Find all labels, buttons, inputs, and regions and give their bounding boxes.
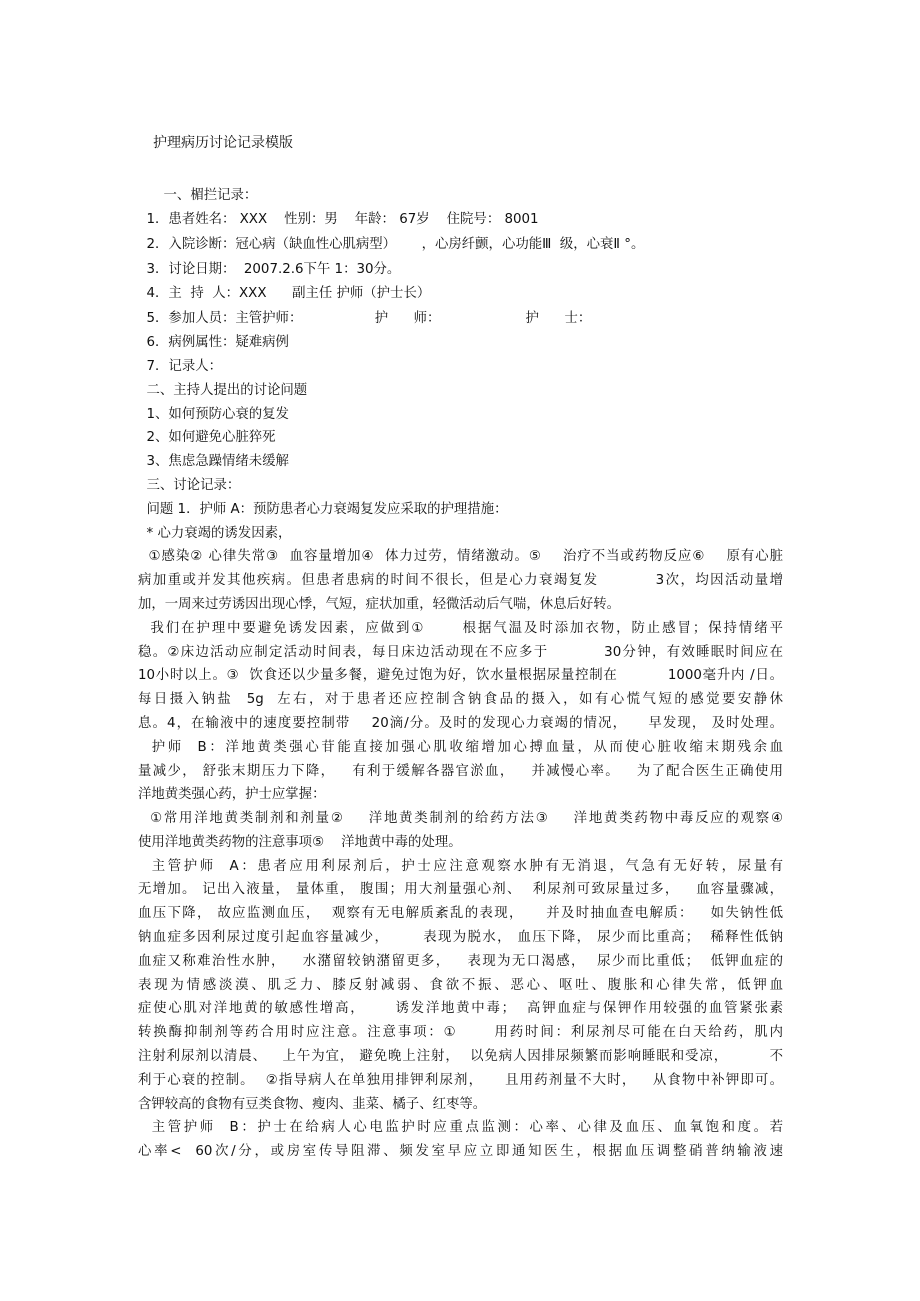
text-line: 主管护师 A：患者应用利尿剂后，护士应注意观察水肿有无消退，气急有无好转，尿量有 (138, 858, 783, 874)
text-line: 4．主 持 人：XXX 副主任 护师（护士长） (138, 286, 431, 302)
text-line: 症使心肌对洋地黄的敏感性增高， 诱发洋地黄中毒； 高钾血症与保钾作用较强的血管紧张素 (138, 1001, 783, 1017)
text-line: 2．入院诊断：冠心病（缺血性心肌病型） ，心房纤颤，心功能Ⅲ 级，心衰Ⅱ °。 (138, 236, 645, 252)
text-line: ①感染② 心律失常③ 血容量增加④ 体力过劳，情绪激动。⑤ 治疗不当或药物反应⑥ 原有心脏 (138, 549, 783, 565)
text-line: 主管护师 B：护士在给病人心电监护时应重点监测：心率、心律及血压、血氧饱和度。若 (138, 1120, 783, 1136)
text-line: 3．讨论日期： 2007.2.6下午 1：30分。 (138, 261, 401, 277)
text-line: 三、讨论记录： (138, 477, 241, 493)
text-line: 二、主持人提出的讨论问题 (138, 382, 308, 398)
text-line: 我们在护理中要避免诱发因素，应做到① 根据气温及时添加衣物，防止感冒；保持情绪平 (138, 620, 783, 636)
text-line: 问题 1．护师 A：预防患者心力衰竭复发应采取的护理措施： (138, 501, 508, 517)
text-line: 5．参加人员：主管护师： 护 师： 护 士： (138, 311, 592, 327)
text-line: ①常用洋地黄类制剂和剂量② 洋地黄类制剂的给药方法③ 洋地黄类药物中毒反应的观察④ (138, 811, 783, 827)
text-line: 2、如何避免心脏猝死 (138, 430, 276, 446)
text-line: 钠血症多因利尿过度引起血容量减少， 表现为脱水， 血压下降， 尿少而比重高； 稀释性低钠 (138, 930, 783, 946)
document-title: 护理病历讨论记录模版 (153, 135, 293, 151)
text-line: 表现为情感淡漠、肌乏力、膝反射减弱、食欲不振、恶心、呕吐、腹胀和心律失常，低钾血 (138, 977, 783, 993)
text-line: 6．病例属性：疑难病例 (138, 335, 289, 351)
text-line: 利于心衰的控制。 ②指导病人在单独用排钾利尿剂， 且用药剂量不大时， 从食物中补钾即可。 (138, 1072, 783, 1088)
text-line: 7．记录人： (138, 358, 222, 374)
text-line: 稳。②床边活动应制定活动时间表，每日床边活动现在不应多于 30分钟，有效睡眠时间应在 (138, 644, 783, 660)
text-line: 无增加。 记出入液量， 量体重， 腹围；用大剂量强心剂、 利尿剂可致尿量过多， 血容量骤减， (138, 882, 783, 898)
document-body (138, 184, 783, 1164)
text-line: 洋地黄类强心药，护士应掌握： (138, 787, 326, 803)
text-line: 血压下降， 故应监测血压， 观察有无电解质紊乱的表现， 并及时抽血查电解质： 如失钠性低 (138, 906, 783, 922)
text-line: 血症又称难治性水肿， 水潴留较钠潴留更多， 表现为无口渴感， 尿少而比重低； 低钾血症的 (138, 953, 783, 969)
text-line: 1、如何预防心衰的复发 (138, 406, 289, 422)
text-line: 每日摄入钠盐 5g 左右，对于患者还应控制含钠食品的摄入，如有心慌气短的感觉要安静休 (138, 692, 783, 708)
text-line: 含钾较高的食物有豆类食物、瘦肉、韭菜、橘子、红枣等。 (138, 1096, 487, 1112)
text-line: 一、楣拦记录： (138, 188, 258, 203)
text-line: 10小时以上。③ 饮食还以少量多餐，避免过饱为好，饮水量根据尿量控制在 1000毫升内 /日。 (138, 668, 783, 684)
text-line: 病加重或并发其他疾病。但患者患病的时间不很长，但是心力衰竭复发 3次，均因活动量增 (138, 573, 783, 589)
text-line: 护师 B：洋地黄类强心苷能直接加强心肌收缩增加心搏血量，从而使心脏收缩末期残余血 (138, 739, 783, 755)
text-line: 息。4，在输液中的速度要控制带 20滴/分。及时的发现心力衰竭的情况， 早发现， 及时处理。 (138, 715, 783, 731)
text-line: 心率< 60次/分，或房室传导阻滞、频发室早应立即通知医生，根据血压调整硝普纳输液速 (138, 1144, 783, 1160)
text-line: 转换酶抑制剂等药合用时应注意。注意事项：① 用药时间：利尿剂尽可能在白天给药，肌内 (138, 1025, 783, 1041)
text-line: 量减少， 舒张末期压力下降， 有利于缓解各器官淤血， 并减慢心率。 为了配合医生正确使用 (138, 763, 783, 779)
text-line: 3、焦虑急躁情绪未缓解 (138, 454, 289, 470)
text-line: 使用洋地黄类药物的注意事项⑤ 洋地黄中毒的处理。 (138, 834, 462, 850)
text-line: 1．患者姓名： XXX 性别：男 年龄： 67岁 住院号： 8001 (138, 211, 539, 227)
text-line: 注射利尿剂以清晨、 上午为宜， 避免晚上注射， 以免病人因排尿频繁而影响睡眠和受凉， 不 (138, 1049, 783, 1065)
text-line: 加，一周来过劳诱因出现心悸，气短，症状加重，轻微活动后气喘，休息后好转。 (138, 596, 621, 612)
text-line: * 心力衰竭的诱发因素， (138, 525, 292, 541)
